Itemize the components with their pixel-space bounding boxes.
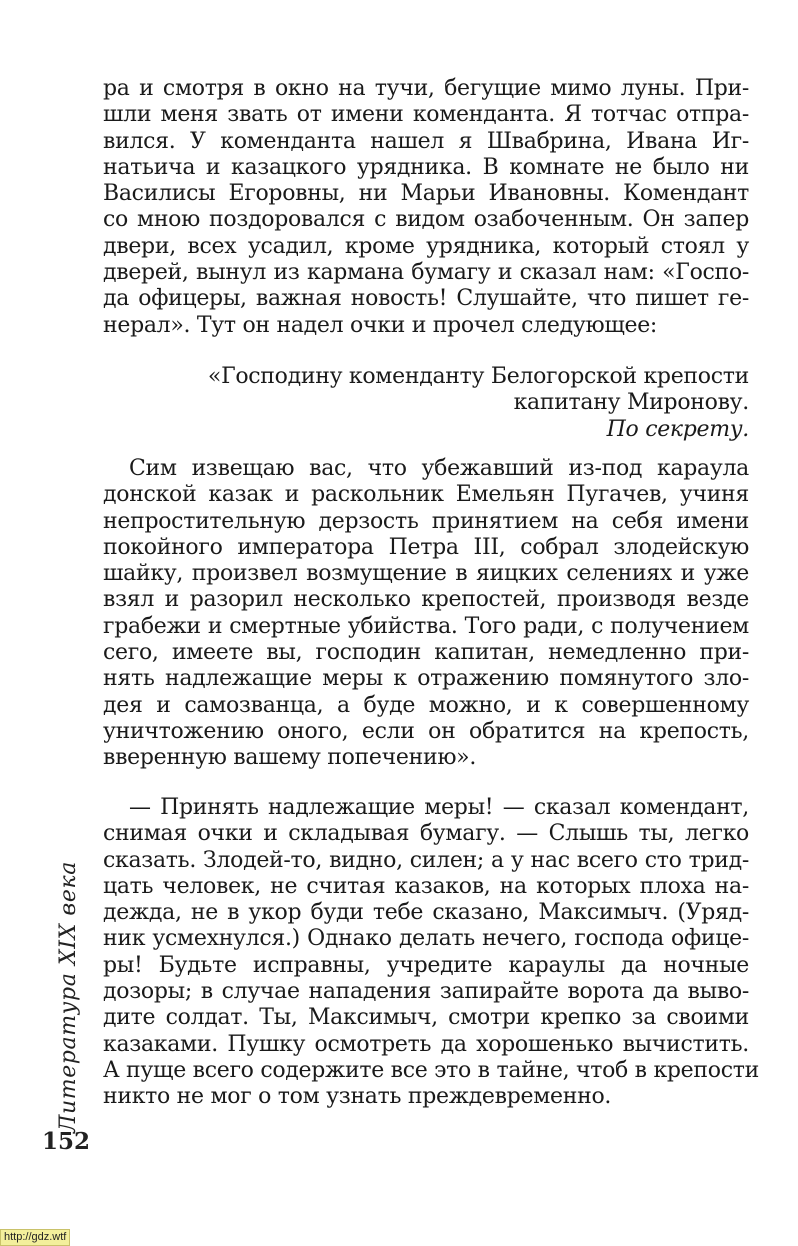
text-line: грабежи и смертные убийства. Того ради, с получением — [103, 613, 749, 639]
text-line: вился. У коменданта нашел я Швабрина, Ивана Иг- — [103, 128, 749, 154]
text-line: Василисы Егоровны, ни Марьи Ивановны. Комендант — [103, 181, 749, 207]
text-line: ры! Будьте исправны, учредите караулы да ночные — [103, 952, 749, 978]
text-line: сказать. Злодей-то, видно, силен; а у нас всего сто трид- — [103, 847, 749, 873]
letter-addressee-name: капитану Миронову. — [513, 390, 749, 416]
text-line: дозоры; в случае нападения запирайте ворота да выво- — [103, 979, 749, 1005]
text-line: дежда, не в укор буди тебе сказано, Максимыч. (Уряд- — [103, 900, 749, 926]
page-number: 152 — [42, 1128, 91, 1155]
text-line: дверей, вынул из кармана бумагу и сказал нам: «Госпо- — [103, 260, 749, 286]
text-line: шли меня звать от имени коменданта. Я тотчас отпра- — [103, 102, 749, 128]
text-line: со мною поздоровался с видом озабоченным. Он запер — [103, 207, 749, 233]
text-line: дея и самозванца, а буде можно, и к совершенному — [103, 692, 749, 718]
text-line: цать человек, не считая казаков, на которых плоха на- — [103, 873, 749, 899]
text-line: непростительную дерзость принятием на себя имени — [103, 508, 749, 534]
paragraph-letter — [103, 456, 749, 772]
text-line: — Принять надлежащие меры! — сказал комендант, — [129, 795, 749, 820]
text-line: сего, имеете вы, господин капитан, немедленно при- — [103, 640, 749, 666]
text-line: вверенную вашему попечению». — [103, 745, 477, 771]
text-line: дите солдат. Ты, Максимыч, смотри крепко за своими — [103, 1005, 749, 1031]
text-line: Сим извещаю вас, что убежавший из-под караула — [129, 456, 749, 481]
letter-addressee: «Господину коменданту Белогорской крепости — [207, 364, 749, 389]
running-title: Литература XIX века — [56, 861, 81, 1133]
paragraph-dialogue — [103, 795, 759, 1111]
text-line: да офицеры, важная новость! Слушайте, что пишет ге- — [103, 286, 749, 312]
text-line: натьича и казацкого урядника. В комнате не было ни — [103, 154, 749, 180]
text-line: нять надлежащие меры к отражению помянутого зло- — [103, 666, 749, 692]
text-line: шайку, произвел возмущение в яицких селениях и уже — [103, 561, 749, 587]
text-line: покойного императора Петра III, собрал злодейскую — [103, 534, 749, 560]
text-line: казаками. Пушку осмотреть да хорошенько вычистить. — [103, 1031, 749, 1057]
text-line: уничтожению оного, если он обратится на крепость, — [103, 718, 749, 744]
text-line: никто не мог о том узнать преждевременно. — [103, 1084, 612, 1110]
letter-heading — [103, 364, 749, 443]
watermark-link[interactable]: http://gdz.wtf — [0, 1229, 70, 1246]
text-line: ра и смотря в окно на тучи, бегущие мимо луны. При- — [103, 76, 749, 101]
text-line: нерал». Тут он надел очки и прочел следующее: — [103, 312, 658, 338]
text-line: ник усмехнулся.) Однако делать нечего, господа офице- — [103, 926, 749, 952]
text-line: двери, всех усадил, кроме урядника, который стоял у — [103, 233, 749, 259]
text-line: донской казак и раскольник Емельян Пугачев, учиня — [103, 482, 749, 508]
paragraph-narration — [103, 76, 749, 339]
letter-secret-mark: По секрету. — [606, 416, 749, 442]
text-line: А пуще всего содержите все это в тайне, чтоб в крепости — [103, 1057, 759, 1083]
text-line: взял и разорил несколько крепостей, производя везде — [103, 587, 749, 613]
text-line: снимая очки и складывая бумагу. — Слышь ты, легко — [103, 821, 749, 847]
